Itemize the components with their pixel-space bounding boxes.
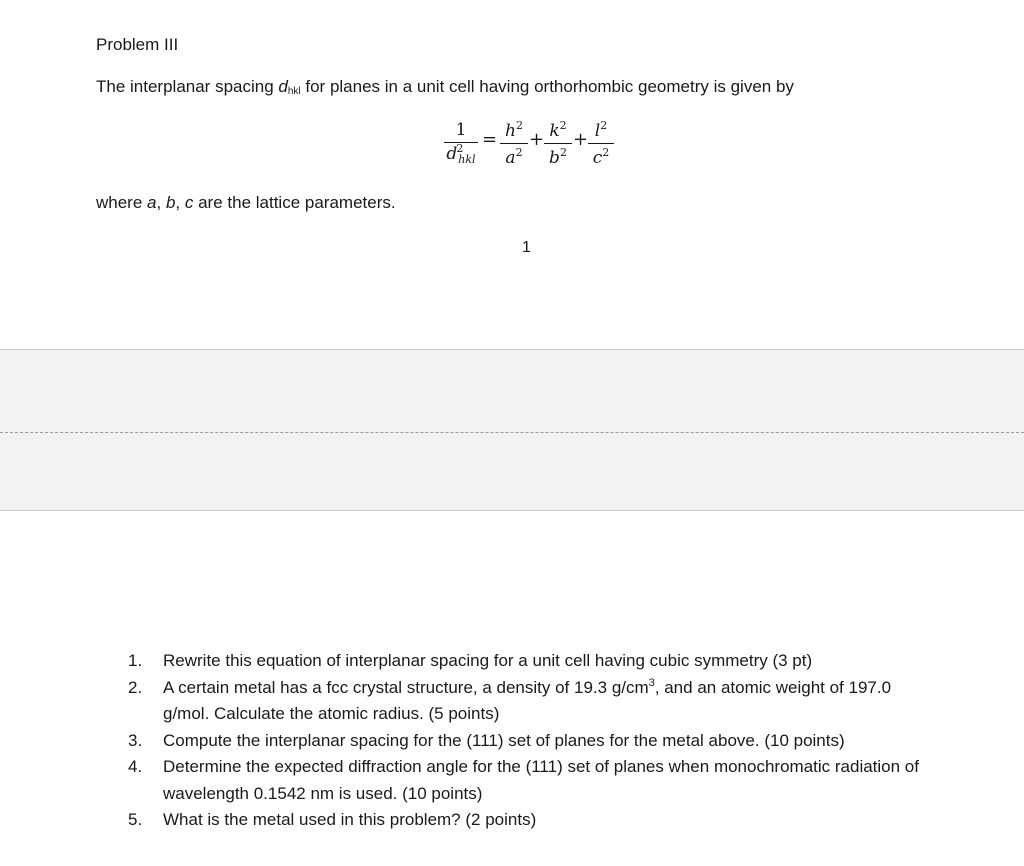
question-text: A certain metal has a fcc crystal structure, a density of 19.3 $g/cm^3$, and an atomic weight of 197.0 g/mol. Calculate the atomic radius. (5 points) — [163, 676, 892, 723]
lhs-fraction — [444, 112, 478, 174]
lhs-den-sub: hkl — [458, 152, 476, 166]
term-l-fraction — [588, 112, 614, 174]
question-number: 5. — [128, 810, 143, 829]
term-l-numerator: $l^2$ — [594, 118, 608, 141]
intro-symbol-subscript: hkl — [287, 86, 301, 97]
intro-symbol-d: d — [278, 77, 288, 96]
term-k-fraction — [544, 112, 572, 174]
term-k-numerator: $k^2$ — [549, 118, 567, 141]
list-item — [128, 648, 928, 675]
problem-title: Problem III — [96, 35, 179, 54]
page-break-dashed-line — [0, 432, 1024, 433]
where-line: where a, b, c are the lattice parameters. — [96, 193, 396, 212]
var-c: c — [184, 193, 194, 212]
question-list — [128, 648, 928, 834]
intro-text-after: for planes in a unit cell having orthorhombic geometry is given by — [300, 77, 794, 96]
intro-text-before: The interplanar spacing — [96, 77, 279, 96]
interplanar-spacing-equation — [444, 112, 624, 174]
lhs-den-var: d — [446, 143, 458, 164]
var-b: b — [165, 193, 176, 212]
list-item — [128, 675, 928, 728]
plus-sign: + — [573, 129, 589, 150]
question-text: Rewrite this equation of interplanar spacing for a unit cell having cubic symmetry (3 pt) — [163, 651, 813, 670]
lhs-den-exp: 2 — [456, 141, 464, 155]
question-text: Compute the interplanar spacing for the (111) set of planes for the metal above. (10 points) — [163, 730, 845, 750]
question-number: 4. — [128, 757, 143, 776]
page-break — [0, 349, 1024, 511]
intro-paragraph — [96, 77, 794, 98]
term-l-denominator: $c^2$ — [592, 145, 610, 168]
term-h-numerator: $h^2$ — [505, 118, 523, 141]
term-k-denominator: $b^2$ — [549, 145, 567, 168]
equals-sign: = — [482, 129, 498, 150]
list-item — [128, 728, 928, 755]
question-text: Determine the expected diffraction angle for the (111) set of planes when monochromatic radiation of wavelength 0.1542 nm is used. (10 points) — [163, 757, 919, 803]
list-item — [128, 807, 928, 834]
question-number: 1. — [128, 651, 143, 670]
page-number: 1 — [522, 239, 531, 256]
lhs-numerator: 1 — [455, 119, 467, 140]
question-number: 2. — [128, 677, 143, 697]
question-text: What is the metal used in this problem? (2 points) — [163, 810, 537, 829]
question-number: 3. — [128, 730, 143, 750]
plus-sign: + — [529, 129, 545, 150]
term-h-denominator: $a^2$ — [505, 145, 523, 168]
list-item — [128, 754, 928, 807]
term-h-fraction — [500, 112, 528, 174]
lhs-denominator — [446, 143, 475, 165]
var-a: a — [147, 193, 157, 212]
